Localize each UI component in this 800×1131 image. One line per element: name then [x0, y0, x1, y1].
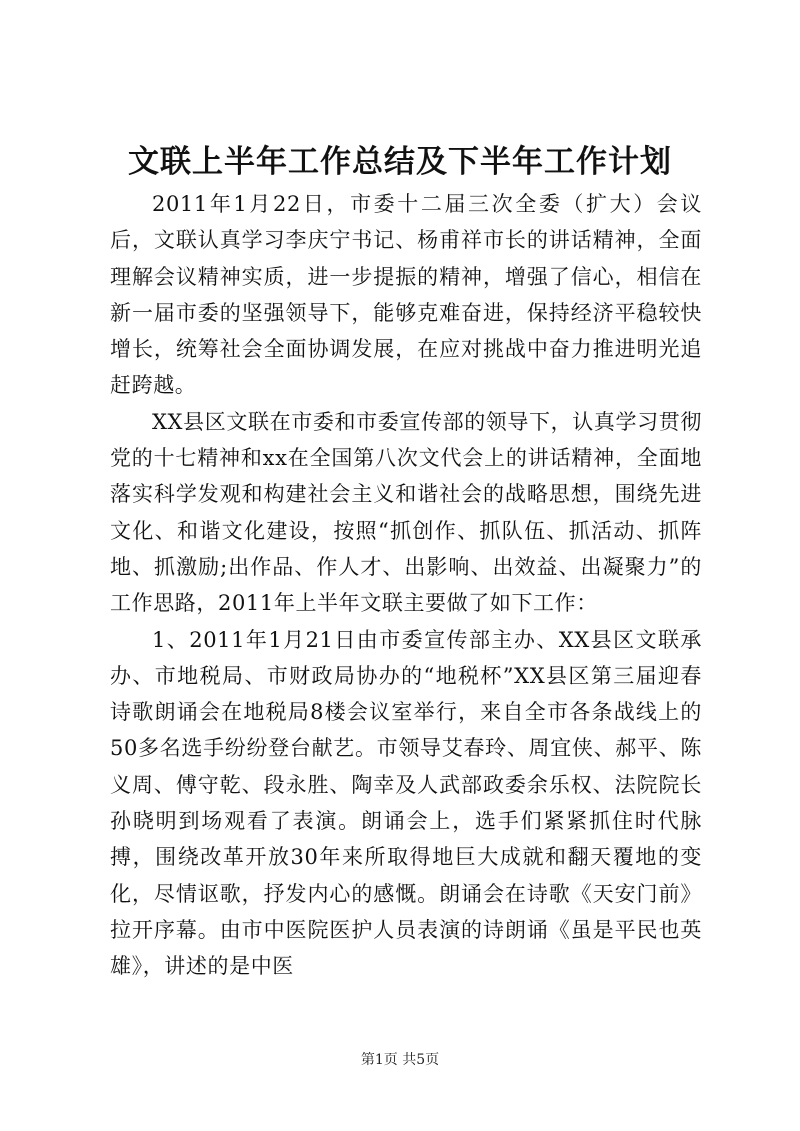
document-title: 文联上半年工作总结及下半年工作计划: [128, 144, 672, 180]
paragraph-intro: 2011年1月22日，市委十二届三次全委（扩大）会议后，文联认真学习李庆宁书记、杨甫祥市长的讲话精神，全面理解会议精神实质，进一步提振的精神，增强了信心，相信在新一届市委的坚强领导下，能够克难奋进，保持经济平稳较快增长，统筹社会全面协调发展，在应对挑战中奋力推进明光追赶跨越。: [110, 192, 702, 398]
page-number: 第1页 共5页: [360, 1052, 440, 1068]
paragraph-item-1: 1、2011年1月21日由市委宣传部主办、XX县区文联承办、市地税局、市财政局协办的“地税杯”XX县区第三届迎春诗歌朗诵会在地税局8楼会议室举行，来自全市各条战线上的50多名选手纷纷登台献艺。市领导艾春玲、周宜侠、郝平、陈义周、傅守乾、段永胜、陶幸及人武部政委余乐权、法院院长孙晓明到场观看了表演。朗诵会上，选手们紧紧抓住时代脉搏，围绕改革开放30年来所取得地巨大成就和翻天覆地的变化，尽情讴歌，抒发内心的感慨。朗诵会在诗歌《天安门前》拉开序幕。由市中医院医护人员表演的诗朗诵《虽是平民也英雄》，讲述的是中医: [110, 627, 702, 979]
page-footer: [0, 1050, 800, 1070]
paragraph-overview: XX县区文联在市委和市委宣传部的领导下，认真学习贯彻党的十七精神和xx在全国第八次文代会上的讲话精神，全面地落实科学发观和构建社会主义和谐社会的战略思想，围绕先进文化、和谐文化建设，按照“抓创作、抓队伍、抓活动、抓阵地、抓激励;出作品、作人才、出影响、出效益、出凝聚力”的工作思路，2011年上半年文联主要做了如下工作：: [110, 409, 702, 616]
document-body: [110, 186, 702, 985]
